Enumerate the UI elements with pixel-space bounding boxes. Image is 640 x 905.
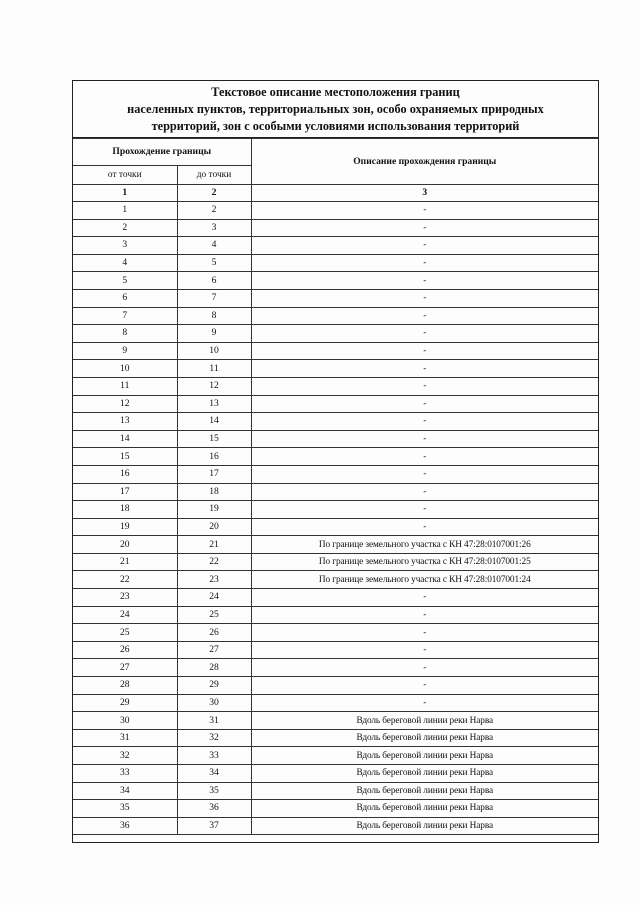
from-point-cell: 27	[73, 659, 177, 677]
table-row	[73, 606, 598, 624]
header-boundary-passage: Прохождение границы	[73, 139, 251, 166]
description-cell: -	[251, 518, 598, 536]
to-point-cell: 21	[177, 536, 251, 554]
from-point-cell: 34	[73, 782, 177, 800]
description-cell: -	[251, 483, 598, 501]
from-point-cell: 25	[73, 624, 177, 642]
to-point-cell: 26	[177, 624, 251, 642]
description-cell: -	[251, 237, 598, 255]
description-cell: Вдоль береговой линии реки Нарва	[251, 800, 598, 818]
to-point-cell: 12	[177, 377, 251, 395]
table-row	[73, 641, 598, 659]
header-from-point: от точки	[73, 166, 177, 185]
table-row	[73, 677, 598, 695]
description-cell: -	[251, 307, 598, 325]
from-point-cell: 7	[73, 307, 177, 325]
column-number-3: 3	[251, 185, 598, 202]
description-cell: Вдоль береговой линии реки Нарва	[251, 712, 598, 730]
to-point-cell: 14	[177, 413, 251, 431]
to-point-cell: 34	[177, 765, 251, 783]
from-point-cell: 6	[73, 289, 177, 307]
from-point-cell: 9	[73, 342, 177, 360]
table-row	[73, 377, 598, 395]
from-point-cell: 36	[73, 817, 177, 835]
to-point-cell: 24	[177, 589, 251, 607]
table-row	[73, 342, 598, 360]
table-body	[73, 202, 598, 835]
column-number-1: 1	[73, 185, 177, 202]
title-line-3: территорий, зон с особыми условиями использования территорий	[151, 118, 520, 133]
to-point-cell: 28	[177, 659, 251, 677]
to-point-cell: 4	[177, 237, 251, 255]
to-point-cell: 18	[177, 483, 251, 501]
from-point-cell: 33	[73, 765, 177, 783]
table-row	[73, 817, 598, 835]
description-cell: -	[251, 272, 598, 290]
table-row	[73, 360, 598, 378]
table-row	[73, 571, 598, 589]
table-row	[73, 501, 598, 519]
to-point-cell: 17	[177, 465, 251, 483]
to-point-cell: 5	[177, 254, 251, 272]
description-cell: -	[251, 219, 598, 237]
to-point-cell: 33	[177, 747, 251, 765]
from-point-cell: 10	[73, 360, 177, 378]
description-cell: -	[251, 413, 598, 431]
from-point-cell: 29	[73, 694, 177, 712]
description-cell: -	[251, 202, 598, 220]
to-point-cell: 23	[177, 571, 251, 589]
table-row	[73, 202, 598, 220]
table-row	[73, 536, 598, 554]
description-cell: -	[251, 448, 598, 466]
description-cell: -	[251, 501, 598, 519]
description-cell: -	[251, 430, 598, 448]
description-cell: -	[251, 677, 598, 695]
description-cell: -	[251, 641, 598, 659]
to-point-cell: 2	[177, 202, 251, 220]
table-row	[73, 553, 598, 571]
table-row	[73, 694, 598, 712]
from-point-cell: 30	[73, 712, 177, 730]
table-row	[73, 782, 598, 800]
from-point-cell: 1	[73, 202, 177, 220]
from-point-cell: 18	[73, 501, 177, 519]
to-point-cell: 25	[177, 606, 251, 624]
description-cell: -	[251, 342, 598, 360]
from-point-cell: 35	[73, 800, 177, 818]
description-cell: По границе земельного участка с КН 47:28:0107001:26	[251, 536, 598, 554]
description-cell: -	[251, 325, 598, 343]
description-cell: -	[251, 377, 598, 395]
from-point-cell: 3	[73, 237, 177, 255]
description-cell: -	[251, 254, 598, 272]
to-point-cell: 11	[177, 360, 251, 378]
from-point-cell: 12	[73, 395, 177, 413]
table-row	[73, 800, 598, 818]
from-point-cell: 15	[73, 448, 177, 466]
table-row	[73, 289, 598, 307]
document-title	[73, 81, 598, 138]
to-point-cell: 37	[177, 817, 251, 835]
title-line-1: Текстовое описание местоположения границ	[211, 84, 460, 99]
from-point-cell: 21	[73, 553, 177, 571]
table-row	[73, 589, 598, 607]
to-point-cell: 19	[177, 501, 251, 519]
from-point-cell: 8	[73, 325, 177, 343]
table-row	[73, 237, 598, 255]
table-row	[73, 254, 598, 272]
to-point-cell: 22	[177, 553, 251, 571]
description-cell: -	[251, 694, 598, 712]
description-cell: -	[251, 360, 598, 378]
table-row	[73, 430, 598, 448]
table-row	[73, 272, 598, 290]
description-cell: Вдоль береговой линии реки Нарва	[251, 817, 598, 835]
table-row	[73, 712, 598, 730]
from-point-cell: 24	[73, 606, 177, 624]
description-cell: -	[251, 606, 598, 624]
table-row	[73, 325, 598, 343]
description-cell: -	[251, 395, 598, 413]
boundary-description-table	[73, 138, 598, 835]
to-point-cell: 7	[177, 289, 251, 307]
from-point-cell: 16	[73, 465, 177, 483]
description-cell: По границе земельного участка с КН 47:28:0107001:25	[251, 553, 598, 571]
description-cell: -	[251, 289, 598, 307]
table-row	[73, 659, 598, 677]
from-point-cell: 28	[73, 677, 177, 695]
from-point-cell: 31	[73, 729, 177, 747]
to-point-cell: 8	[177, 307, 251, 325]
to-point-cell: 29	[177, 677, 251, 695]
description-cell: -	[251, 589, 598, 607]
table-row	[73, 518, 598, 536]
from-point-cell: 32	[73, 747, 177, 765]
table-row	[73, 747, 598, 765]
to-point-cell: 35	[177, 782, 251, 800]
to-point-cell: 32	[177, 729, 251, 747]
from-point-cell: 26	[73, 641, 177, 659]
from-point-cell: 11	[73, 377, 177, 395]
description-cell: По границе земельного участка с КН 47:28:0107001:24	[251, 571, 598, 589]
table-row	[73, 765, 598, 783]
to-point-cell: 27	[177, 641, 251, 659]
to-point-cell: 13	[177, 395, 251, 413]
table-row	[73, 729, 598, 747]
description-cell: Вдоль береговой линии реки Нарва	[251, 729, 598, 747]
to-point-cell: 9	[177, 325, 251, 343]
to-point-cell: 31	[177, 712, 251, 730]
table-row	[73, 413, 598, 431]
to-point-cell: 10	[177, 342, 251, 360]
to-point-cell: 3	[177, 219, 251, 237]
title-line-2: населенных пунктов, территориальных зон, особо охраняемых природных	[127, 101, 544, 116]
from-point-cell: 22	[73, 571, 177, 589]
table-row	[73, 395, 598, 413]
boundary-table-frame	[72, 80, 599, 843]
from-point-cell: 5	[73, 272, 177, 290]
table-row	[73, 448, 598, 466]
description-cell: -	[251, 659, 598, 677]
header-boundary-description: Описание прохождения границы	[251, 139, 598, 185]
column-number-2: 2	[177, 185, 251, 202]
description-cell: Вдоль береговой линии реки Нарва	[251, 747, 598, 765]
from-point-cell: 4	[73, 254, 177, 272]
description-cell: -	[251, 465, 598, 483]
to-point-cell: 6	[177, 272, 251, 290]
description-cell: Вдоль береговой линии реки Нарва	[251, 765, 598, 783]
header-to-point: до точки	[177, 166, 251, 185]
from-point-cell: 20	[73, 536, 177, 554]
from-point-cell: 14	[73, 430, 177, 448]
from-point-cell: 19	[73, 518, 177, 536]
to-point-cell: 30	[177, 694, 251, 712]
table-row	[73, 219, 598, 237]
to-point-cell: 20	[177, 518, 251, 536]
to-point-cell: 15	[177, 430, 251, 448]
description-cell: Вдоль береговой линии реки Нарва	[251, 782, 598, 800]
from-point-cell: 2	[73, 219, 177, 237]
to-point-cell: 16	[177, 448, 251, 466]
table-row	[73, 465, 598, 483]
from-point-cell: 23	[73, 589, 177, 607]
description-cell: -	[251, 624, 598, 642]
table-row	[73, 307, 598, 325]
from-point-cell: 17	[73, 483, 177, 501]
from-point-cell: 13	[73, 413, 177, 431]
to-point-cell: 36	[177, 800, 251, 818]
table-row	[73, 624, 598, 642]
table-row	[73, 483, 598, 501]
